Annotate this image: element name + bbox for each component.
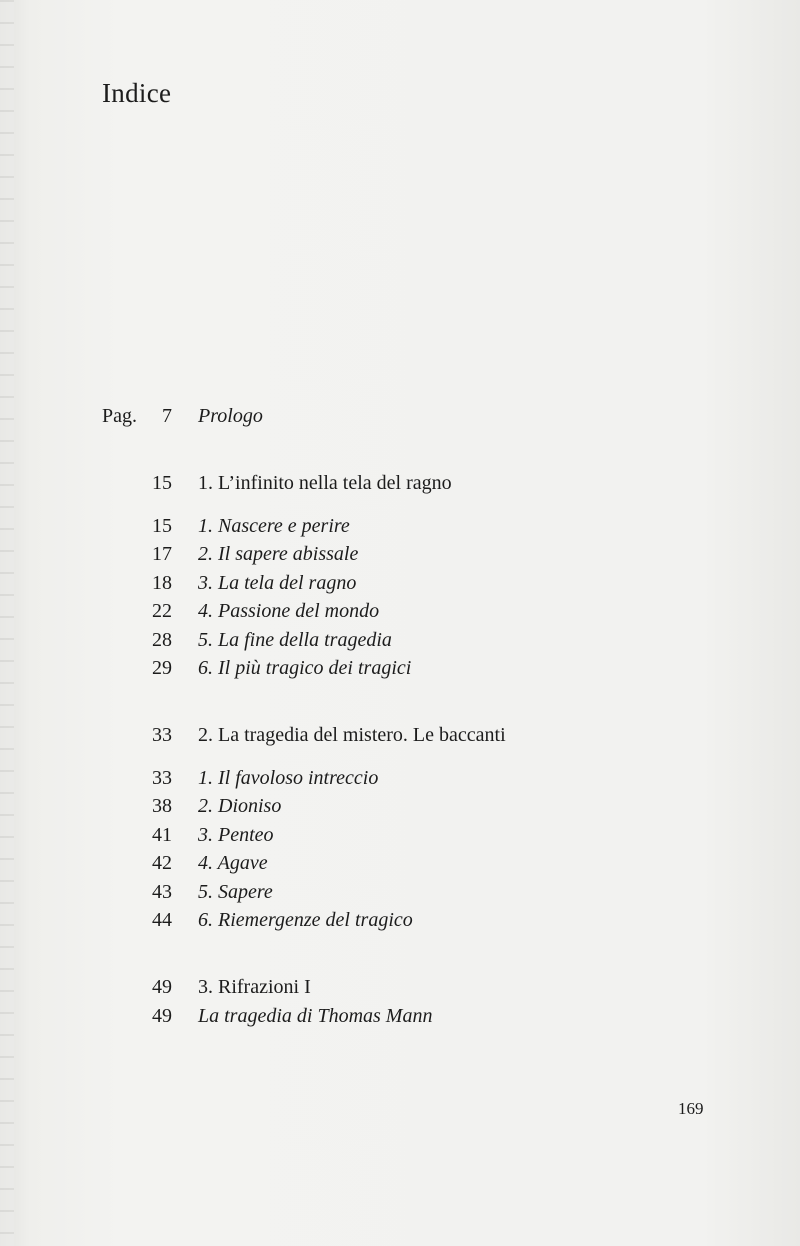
page-number: 44 — [152, 909, 172, 931]
page-number: 17 — [152, 543, 172, 565]
page-label: Pag. — [102, 405, 137, 427]
toc-section — [0, 626, 800, 654]
page-number: 33 — [152, 724, 172, 746]
toc-chapter — [0, 721, 800, 749]
chapter-title: 1. L’infinito nella tela del ragno — [198, 472, 452, 494]
page-number: 18 — [152, 572, 172, 594]
toc-section — [0, 878, 800, 906]
section-title: 3. La tela del ragno — [198, 572, 357, 594]
section-title: 6. Riemergenze del tragico — [198, 909, 413, 931]
section-title: La tragedia di Thomas Mann — [198, 1005, 433, 1027]
section-title: 6. Il più tragico dei tragici — [198, 657, 412, 679]
toc-section — [0, 1002, 800, 1030]
section-title: 3. Penteo — [198, 824, 274, 846]
page-folio: 169 — [678, 1099, 704, 1118]
entry-title: Prologo — [198, 405, 263, 427]
page-title: Indice — [102, 78, 172, 108]
page-number: 29 — [152, 657, 172, 679]
page-number: 15 — [152, 515, 172, 537]
toc-section — [0, 597, 800, 625]
section-title: 1. Nascere e perire — [198, 515, 350, 537]
page-number: 43 — [152, 881, 172, 903]
toc-section — [0, 512, 800, 540]
page-number: 41 — [152, 824, 172, 846]
page-number: 49 — [152, 1005, 172, 1027]
toc-section — [0, 654, 800, 682]
toc-section — [0, 764, 800, 792]
section-title: 4. Agave — [198, 852, 268, 874]
toc-chapter — [0, 469, 800, 497]
toc-section — [0, 849, 800, 877]
toc-entry-prologue — [0, 402, 800, 430]
section-title: 4. Passione del mondo — [198, 600, 380, 622]
page-number: 38 — [152, 795, 172, 817]
toc-section — [0, 906, 800, 934]
section-title: 1. Il favoloso intreccio — [198, 767, 379, 789]
page-number: 15 — [152, 472, 172, 494]
toc-section — [0, 569, 800, 597]
toc-section — [0, 792, 800, 820]
section-title: 2. Dioniso — [198, 795, 282, 817]
toc-chapter — [0, 973, 800, 1001]
page-number: 49 — [152, 976, 172, 998]
chapter-title: 2. La tragedia del mistero. Le baccanti — [198, 724, 506, 746]
page-number: 33 — [152, 767, 172, 789]
section-title: 5. Sapere — [198, 881, 273, 903]
chapter-title: 3. Rifrazioni I — [198, 976, 311, 998]
section-title: 2. Il sapere abissale — [198, 543, 359, 565]
page-number: 28 — [152, 629, 172, 651]
page-number: 42 — [152, 852, 172, 874]
section-title: 5. La fine della tragedia — [198, 629, 392, 651]
toc-section — [0, 821, 800, 849]
toc-section — [0, 540, 800, 568]
page-number: 7 — [162, 405, 172, 427]
page-number: 22 — [152, 600, 172, 622]
